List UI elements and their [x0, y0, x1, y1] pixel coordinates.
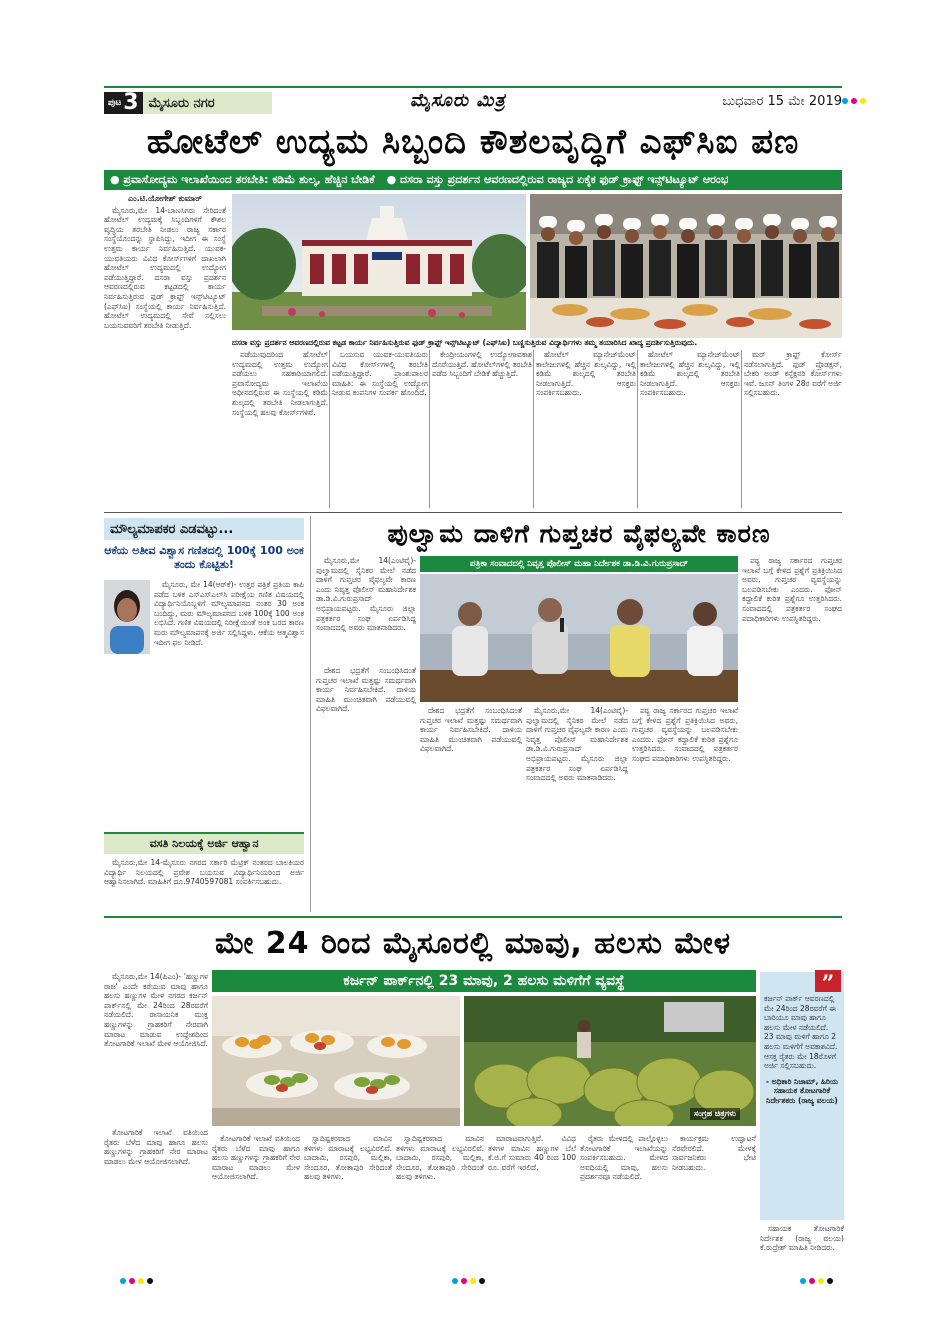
- student-column-lower: [104, 656, 150, 824]
- mango-headline: ಮೇ 24 ರಿಂದ ಮೈಸೂರಲ್ಲಿ ಮಾವು, ಹಲಸು ಮೇಳ: [214, 925, 732, 961]
- column-divider: [741, 350, 742, 508]
- pulwama-column-3: [742, 556, 842, 818]
- lead-column-6: [640, 350, 740, 508]
- mango-column-2: [212, 1134, 300, 1276]
- sidebox-text: ಕರ್ಜನ್ ಪಾರ್ಕ್ ಆವರಣದಲ್ಲಿ ಮೇ 24ರಿಂದ 28ರವರೆಗೆ ಈ ಬಾರಿಯೂ ಮಾವು ಹಾಗೂ ಹಲಸು ಮೇಳ ನಡೆಯಲಿದೆ. 23 ಮಾವು ಮಳಿಗೆ ಹಾಗೂ 2 ಹಲಸು ಮಳಿಗೆಗೆ ಅವಕಾಶವಿದೆ. ಆಸಕ್ತ ರೈತರು ಮೇ 18ರೊಳಗೆ ಅರ್ಜಿ ಸಲ್ಲಿಸಬಹುದು.: [764, 994, 838, 1071]
- lead-col2-text: ಪಡೆಯುವುದರಿಂದ ಹೋಟೆಲ್ ಉದ್ಯಮದಲ್ಲಿ ಉತ್ತಮ ಉದ್ಯೋಗ ಪಡೆಯಲು ಸಹಕಾರಿಯಾಗಲಿದೆ. ಪ್ರವಾಸೋದ್ಯಮ ಇಲಾಖೆಯ ಅಧೀನದಲ್ಲಿರುವ ಈ ಸಂಸ್ಥೆಯಲ್ಲಿ ಕಡಿಮೆ ಶುಲ್ಕದಲ್ಲಿ ತರಬೇತಿ ನೀಡಲಾಗುತ್ತಿದೆ. ಸಂಸ್ಥೆಯಲ್ಲಿ ಹಲವು ಕೋರ್ಸ್‌ಗಳಿವೆ.: [232, 350, 328, 417]
- mango-column-3: [304, 1134, 392, 1276]
- building-photo-image: [232, 194, 526, 330]
- lead-strap-1: ● ಪ್ರವಾಸೋದ್ಯಮ ಇಲಾಖೆಯಿಂದ ತರಬೇತಿ: ಕಡಿಮೆ ಶುಲ್ಕ, ಹೆಚ್ಚಿನ ಬೇಡಿಕೆ: [110, 173, 375, 186]
- pulwama-col1b-text: ದೇಶದ ಭದ್ರತೆಗೆ ಸಂಬಂಧಿಸಿದಂತೆ ಗುಪ್ತಚರ ಇಲಾಖೆ ಮತ್ತಷ್ಟು ಸಮರ್ಥವಾಗಿ ಕಾರ್ಯ ನಿರ್ವಹಿಸಬೇಕಿದೆ. ದಾಳಿಯ ಮಾಹಿತಿ ಮುಂಚಿತವಾಗಿ ಪಡೆಯುವಲ್ಲಿ ವಿಫಲವಾಗಿದೆ.: [316, 666, 416, 714]
- pulwama-col3-text: ಪಠ್ಯ ರಾಜ್ಯ ಸರ್ಕಾರದ ಗುಪ್ತಚರ ಇಲಾಖೆ ಬಗ್ಗೆ ಕೇಳಿದ ಪ್ರಶ್ನೆಗೆ ಪ್ರತಿಕ್ರಿಯಿಸಿದ ಅವರು, ಗುಪ್ತಚರ ವ್ಯವಸ್ಥೆಯನ್ನು ಬಲಪಡಿಸಬೇಕು ಎಂದರು. ಫೋನ್ ಕದ್ದಾಲಿಕೆ ಕುರಿತ ಪ್ರಶ್ನೆಗೂ ಉತ್ತರಿಸಿದರು. ಸಂವಾದದಲ್ಲಿ ಪತ್ರಕರ್ತರ ಸಂಘದ ಪದಾಧಿಕಾರಿಗಳು ಉಪಸ್ಥಿತರಿದ್ದರು.: [742, 556, 842, 623]
- jackfruit-photo: [464, 996, 756, 1126]
- pulwama-subhead: ಪತ್ರಿಕಾ ಸಂವಾದದಲ್ಲಿ ನಿವೃತ್ತ ಪೊಲೀಸ್ ಮಹಾ ನಿರ್ದೇಶಕ ಡಾ.ಡಿ.ವಿ.ಗುರುಪ್ರಸಾದ್: [420, 556, 738, 572]
- column-divider: [429, 350, 430, 508]
- pulwama-column-1b: [316, 666, 416, 818]
- column-divider: [533, 350, 534, 508]
- column-divider: [310, 516, 311, 912]
- quote-icon: ”: [815, 970, 841, 992]
- section-divider: [104, 512, 842, 513]
- mango-column-1b: [104, 1128, 208, 1276]
- mango-column-7: [672, 1134, 756, 1276]
- lead-column-1: [104, 194, 226, 508]
- student-column: [154, 580, 304, 824]
- page-label: ಪುಟ: [108, 98, 122, 108]
- student-text: ಮೈಸೂರು, ಮೇ 14(ಆರ್‌ಕೆ)- ಉತ್ತರ ಪತ್ರಿಕೆ ಪ್ರತಿಯ ಕಾಪಿ ಪಡೆದ ಬಳಿಕ ಎಸ್‌ಎಸ್‌ಎಲ್‌ಸಿ ಪರೀಕ್ಷೆಯ ಗಣಿತ ವಿಷಯದಲ್ಲಿ ವಿದ್ಯಾರ್ಥಿನಿಯೊಬ್ಬಳಿಗೆ ಮೌಲ್ಯಮಾಪನದ ನಂತರ 30 ಅಂಕ ಬಂದಿದ್ದು, ಮರು ಮೌಲ್ಯಮಾಪನದ ಬಳಿಕ 100ಕ್ಕೆ 100 ಅಂಕ ಲಭಿಸಿದೆ. ಗಣಿತ ವಿಷಯದಲ್ಲಿ ನಿರೀಕ್ಷೆಯಂತೆ ಅಂಕ ಬರದ ಕಾರಣ ಮರು ಮೌಲ್ಯಮಾಪನಕ್ಕೆ ಅರ್ಜಿ ಸಲ್ಲಿಸಿದ್ದಳು. ಆಕೆಯ ಆತ್ಮವಿಶ್ವಾಸ ಇದೀಗ ಫಲ ನೀಡಿದೆ.: [154, 580, 304, 647]
- mango-col5-text: ಮಾರಾಟವಾಗುತ್ತಿವೆ. ವಿವಿಧ ತಳಿಗಳ ಮಾವಿನ ಹಣ್ಣುಗಳ ಬೆಲೆ ಕೆ.ಜಿ.ಗೆ ಸುಮಾರು 40 ರಿಂದ 100 ರೂ. ವರೆಗೆ ಇರಲಿದೆ.: [488, 1134, 576, 1172]
- building-photo: [232, 194, 526, 330]
- press-meet-photo: [420, 574, 738, 702]
- masthead-logo: ಮೈಸೂರು ಮಿತ್ರ: [410, 90, 506, 111]
- lead-headline: ಹೋಟೆಲ್ ಉದ್ಯಮ ಸಿಬ್ಬಂದಿ ಕೌಶಲವೃದ್ಧಿಗೆ ಎಫ್‌ಸಿಐ ಪಣ: [146, 122, 800, 162]
- press-meet-photo-image: [420, 574, 738, 702]
- lead-column-3: [332, 350, 428, 508]
- mango-col1b-text: ತೋಟಗಾರಿಕೆ ಇಲಾಖೆ ವತಿಯಿಂದ ರೈತರು ಬೆಳೆದ ಮಾವು ಹಾಗೂ ಹಲಸು ಹಣ್ಣುಗಳನ್ನು ಗ್ರಾಹಕರಿಗೆ ನೇರ ಮಾರಾಟ ಮಾಡಲು ಮೇಳ ಆಯೋಜಿಸಲಾಗಿದೆ.: [104, 1128, 208, 1166]
- page-number: 3: [123, 90, 139, 115]
- pulwama-headline: ಪುಲ್ವಾಮ ದಾಳಿಗೆ ಗುಪ್ತಚರ ವೈಫಲ್ಯವೇ ಕಾರಣ: [387, 519, 771, 548]
- pulwama-column-2a: [420, 706, 522, 818]
- mango-col8-text: ಸಹಾಯಕ ತೋಟಗಾರಿಕೆ ನಿರ್ದೇಶಕ (ರಾಜ್ಯ ವಲಯ) ಕೆ.ರುದ್ರೇಶ್ ಮಾಹಿತಿ ನೀಡಿದರು.: [760, 1224, 844, 1253]
- mango-col1-text: ಮೈಸೂರು,ಮೇ 14(ಪಿಎಂ)- 'ಹಣ್ಣುಗಳ ರಾಜ' ಎಂದೇ ಕರೆಯುವ ಮಾವು ಹಾಗೂ ಹಲಸು ಹಣ್ಣುಗಳ ಮೇಳ ನಗರದ ಕರ್ಜನ್ ಪಾರ್ಕ್‌ನಲ್ಲಿ ಮೇ 24ರಿಂದ 28ರವರೆಗೆ ನಡೆಯಲಿದೆ. ರಾಸಾಯನಿಕ ಮುಕ್ತ ಹಣ್ಣುಗಳನ್ನು ಗ್ರಾಹಕರಿಗೆ ನೇರವಾಗಿ ಮಾರಾಟ ಮಾಡುವ ಉದ್ದೇಶದಿಂದ ತೋಟಗಾರಿಕೆ ಇಲಾಖೆ ಮೇಳ ಆಯೋಜಿಸಿದೆ.: [104, 972, 208, 1049]
- pulwama-column-1: [316, 556, 416, 664]
- print-registration-marks: [120, 1278, 153, 1284]
- page-tag: [104, 92, 272, 114]
- jackfruit-photo-image: [464, 996, 756, 1126]
- pulwama-column-2b: [526, 706, 628, 818]
- pulwama-col2b-text: ಮೈಸೂರು,ಮೇ 14(ಎಂಟಿವೈ)- ಪುಲ್ವಾಮದಲ್ಲಿ ಸೈನಿಕರ ಮೇಲೆ ನಡೆದ ದಾಳಿಗೆ ಗುಪ್ತಚರ ವೈಫಲ್ಯವೇ ಕಾರಣ ಎಂದು ನಿವೃತ್ತ ಪೊಲೀಸ್ ಮಹಾನಿರ್ದೇಶಕ ಡಾ.ಡಿ.ವಿ.ಗುರುಪ್ರಸಾದ್ ಅಭಿಪ್ರಾಯಪಟ್ಟರು. ಮೈಸೂರು ಜಿಲ್ಲಾ ಪತ್ರಕರ್ತರ ಸಂಘ ಏರ್ಪಡಿಸಿದ್ದ ಸಂವಾದದಲ್ಲಿ ಅವರು ಮಾತನಾಡಿದರು.: [526, 706, 628, 783]
- lead-col1-text: ಮೈಸೂರು,ಮೇ 14-ಬಾಣಸಿಗರು ಸೇರಿದಂತೆ ಹೋಟೆಲ್ ಉದ್ಯಮಕ್ಕೆ ಸಿಬ್ಬಂದಿಗಳಿಗೆ ಕೌಶಲ ವೃದ್ಧಿಯ ತರಬೇತಿ ನೀಡಲು ರಾಜ್ಯ ಸರ್ಕಾರ ಸಂಸ್ಥೆಯೊಂದನ್ನು ಸ್ಥಾಪಿಸಿದ್ದು, ಇದೀಗ ಈ ಸಂಸ್ಥೆ ಉತ್ತಮ ಕಾರ್ಯ ನಿರ್ವಹಿಸುತ್ತಿದೆ. ಯುವಕ-ಯುವತಿಯರು ವಿವಿಧ ಕೋರ್ಸ್‌ಗಳಿಗೆ ದಾಖಲಾಗಿ ಹೋಟೆಲ್ ಉದ್ಯಮದಲ್ಲಿ ಉದ್ಯೋಗ ಪಡೆಯುತ್ತಿದ್ದಾರೆ. ದಸರಾ ವಸ್ತು ಪ್ರದರ್ಶನ ಆವರಣದಲ್ಲಿರುವ ಕಟ್ಟಡದಲ್ಲಿ ಕಾರ್ಯ ನಿರ್ವಹಿಸುತ್ತಿರುವ ಫುಡ್ ಕ್ರಾಫ್ಟ್ ಇನ್ಸ್‌ಟಿಟ್ಯೂಟ್ (ಎಫ್‌ಸಿಐ) ಸಂಸ್ಥೆಯಲ್ಲಿ ಕಾರ್ಯ ನಿರ್ವಹಿಸುತ್ತಿದೆ. ಹೋಟೆಲ್ ಉದ್ಯಮದಲ್ಲಿ ಸೇವೆ ಸಲ್ಲಿಸಲು ಬಯಸುವವರಿಗೆ ತರಬೇತಿ ನೀಡುತ್ತಿದೆ.: [104, 205, 226, 330]
- column-divider: [637, 350, 638, 508]
- chefs-photo-image: [530, 194, 842, 338]
- print-registration-marks: [800, 1278, 833, 1284]
- mango-photo: [212, 996, 460, 1126]
- mango-column-8: [760, 1224, 844, 1276]
- lead-photo-caption: ದಸರಾ ವಸ್ತು ಪ್ರದರ್ಶನ ಆವರಣದಲ್ಲಿರುವ ಕಟ್ಟಡ ಕಾರ್ಯ ನಿರ್ವಹಿಸುತ್ತಿರುವ ಫುಡ್ ಕ್ರಾಫ್ಟ್ ಇನ್ಸ್‌ಟಿಟ್ಯೂಟ್ (ಎಫ್‌ಸಿಐ) ಬಣ್ಣಿಸುತ್ತಿರುವ ವಿದ್ಯಾರ್ಥಿಗಳು ತಮ್ಮ ತಯಾರಿಸಿದ ಖಾದ್ಯ ಪ್ರದರ್ಶಿಸುತ್ತಿರುವುದು.: [232, 338, 698, 347]
- hostel-headline: ವಸತಿ ನಿಲಯಕ್ಕೆ ಅರ್ಜಿ ಆಹ್ವಾನ: [104, 832, 304, 854]
- page-number-badge: [104, 92, 143, 114]
- mango-column-4: [396, 1134, 484, 1276]
- lead-col4-text: ಕೇಂದ್ರೀಯಂಗಳಲ್ಲಿ ಉದ್ಯೋಗಾವಕಾಶ ದೊರೆಯುತ್ತಿದೆ. ಹೋಟೆಲ್‌ಗಳಲ್ಲಿ ತರಬೇತಿ ಪಡೆದ ಸಿಬ್ಬಂದಿಗೆ ಬೇಡಿಕೆ ಹೆಚ್ಚುತ್ತಿದೆ.: [432, 350, 532, 379]
- lead-col7-text: ಮರ್ ಕ್ರಾಫ್ಟ್ ಕೋರ್ಸ್ ನಡೆಸಲಾಗುತ್ತಿದೆ. ಫುಡ್ ಪ್ರೊಡಕ್ಷನ್, ಬೇಕರಿ ಅಂಡ್ ಕನ್ಫೆಕ್ಷನರಿ ಕೋರ್ಸ್‌ಗಳು ಇವೆ. ಜೂನ್ ತಿಂಗಳ 28ರ ವರೆಗೆ ಅರ್ಜಿ ಸಲ್ಲಿಸಬಹುದು.: [744, 350, 842, 398]
- mango-subhead: ಕರ್ಜನ್ ಪಾರ್ಕ್‌ನಲ್ಲಿ 23 ಮಾವು, 2 ಹಲಸು ಮಳಿಗೆಗೆ ವ್ಯವಸ್ಥೆ: [212, 970, 756, 992]
- print-registration-marks: [842, 98, 866, 104]
- student-subhead: ಆಕೆಯ ಅತೀವ ವಿಶ್ವಾಸ ಗಣಿತದಲ್ಲಿ 100ಕ್ಕೆ 100 ಅಂಕ ತಂದು ಕೊಟ್ಟಿತು!: [104, 544, 304, 571]
- mango-col4-text: ಸ್ವಾದಿಷ್ಟಕರವಾದ ಮಾವಿನ ತಳಿಗಳು ಮಾರಾಟಕ್ಕೆ ಲಭ್ಯವಿರಲಿವೆ. ಬಾದಾಮಿ, ರಸಪುರಿ, ಮಲ್ಲಿಕಾ, ಸೇಂದೂರ, ತೋತಾಪುರಿ ಸೇರಿದಂತೆ ಹಲವು ತಳಿಗಳು.: [396, 1134, 484, 1182]
- chefs-photo: [530, 194, 842, 338]
- print-registration-marks: [452, 1278, 485, 1284]
- mango-column-6: [580, 1134, 668, 1276]
- pulwama-col2a-text: ದೇಶದ ಭದ್ರತೆಗೆ ಸಂಬಂಧಿಸಿದಂತೆ ಗುಪ್ತಚರ ಇಲಾಖೆ ಮತ್ತಷ್ಟು ಸಮರ್ಥವಾಗಿ ಕಾರ್ಯ ನಿರ್ವಹಿಸಬೇಕಿದೆ. ದಾಳಿಯ ಮಾಹಿತಿ ಮುಂಚಿತವಾಗಿ ಪಡೆಯುವಲ್ಲಿ ವಿಫಲವಾಗಿದೆ.: [420, 706, 522, 754]
- lead-column-5: [536, 350, 636, 508]
- section-title: ಮೈಸೂರು ನಗರ: [148, 95, 215, 111]
- mango-photo-image: [212, 996, 460, 1126]
- lead-column-7: [744, 350, 842, 508]
- student-portrait: [104, 580, 150, 654]
- hostel-column: [104, 858, 304, 912]
- lead-byline: ಎಂ.ಟಿ.ಯೋಗೇಶ್ ಕುಮಾರ್: [128, 194, 202, 203]
- header-rule: [104, 86, 842, 88]
- mango-col3-text: ಸ್ವಾದಿಷ್ಟಕರವಾದ ಮಾವಿನ ತಳಿಗಳು ಮಾರಾಟಕ್ಕೆ ಲಭ್ಯವಿರಲಿವೆ. ಬಾದಾಮಿ, ರಸಪುರಿ, ಮಲ್ಲಿಕಾ, ಸೇಂದೂರ, ತೋತಾಪುರಿ ಸೇರಿದಂತೆ ಹಲವು ತಳಿಗಳು.: [304, 1134, 392, 1182]
- sidebox-attribution: - ಅಧಿಕಾರಿ ನಿಜಾಮ್, ಹಿರಿಯ ಸಹಾಯಕ ತೋಟಗಾರಿಕೆ ನಿರ್ದೇಶಕರು (ರಾಜ್ಯ ವಲಯ): [765, 1076, 839, 1105]
- mango-sidebox: [760, 972, 844, 1220]
- lead-col5-text: ಹೋಟೆಲ್ ಮ್ಯಾನೇಜ್‌ಮೆಂಟ್ ಕಾಲೇಜುಗಳಲ್ಲಿ ಹೆಚ್ಚಿನ ಶುಲ್ಕವಿದ್ದು, ಇಲ್ಲಿ ಕಡಿಮೆ ಶುಲ್ಕದಲ್ಲಿ ತರಬೇತಿ ನೀಡಲಾಗುತ್ತಿದೆ. ಆಸಕ್ತರು ಸಂಪರ್ಕಿಸಬಹುದು.: [536, 350, 636, 398]
- lead-col6a-text: ಹೋಟೆಲ್ ಮ್ಯಾನೇಜ್‌ಮೆಂಟ್ ಕಾಲೇಜುಗಳಲ್ಲಿ ಹೆಚ್ಚಿನ ಶುಲ್ಕವಿದ್ದು, ಇಲ್ಲಿ ಕಡಿಮೆ ಶುಲ್ಕದಲ್ಲಿ ತರಬೇತಿ ನೀಡಲಾಗುತ್ತಿದೆ. ಆಸಕ್ತರು ಸಂಪರ್ಕಿಸಬಹುದು.: [640, 350, 740, 398]
- student-portrait-image: [104, 580, 150, 654]
- mango-col2-text: ತೋಟಗಾರಿಕೆ ಇಲಾಖೆ ವತಿಯಿಂದ ರೈತರು ಬೆಳೆದ ಮಾವು ಹಾಗೂ ಹಲಸು ಹಣ್ಣುಗಳನ್ನು ಗ್ರಾಹಕರಿಗೆ ನೇರ ಮಾರಾಟ ಮಾಡಲು ಮೇಳ ಆಯೋಜಿಸಲಾಗಿದೆ.: [212, 1134, 300, 1182]
- column-divider: [329, 350, 330, 508]
- photo-credit: ಸಂಗ್ರಹ ಚಿತ್ರಗಳು: [690, 1108, 740, 1120]
- lead-col3-text: ಬಯಸುವ ಯುವಕ-ಯುವತಿಯರು ವಿವಿಧ ಕೋರ್ಸ್‌ಗಳಲ್ಲಿ ತರಬೇತಿ ಪಡೆಯುತ್ತಿದ್ದಾರೆ. ಪ್ರಾಂಶುಪಾಲರ ಮಾಹಿತಿ: ಈ ಸಂಸ್ಥೆಯಲ್ಲಿ ಉದ್ಯೋಗ ನೀಡುವ ಕಂಪನಿಗಳ ಸಂಪರ್ಕ ಹೊಂದಿದೆ.: [332, 350, 428, 398]
- pulwama-column-2c: [632, 706, 738, 818]
- mango-col7-text: ಕಾರ್ಯಕ್ರಮ ಉದ್ಘಾಟನೆ ನೆರವೇರಲಿದೆ. ಮೇಳಕ್ಕೆ ಸಾರ್ವಜನಿಕರು ಭೇಟಿ ನೀಡಬಹುದು.: [672, 1134, 756, 1172]
- mango-column-5: [488, 1134, 576, 1276]
- pulwama-col1-text: ಮೈಸೂರು,ಮೇ 14(ಎಂಟಿವೈ)- ಪುಲ್ವಾಮದಲ್ಲಿ ಸೈನಿಕರ ಮೇಲೆ ನಡೆದ ದಾಳಿಗೆ ಗುಪ್ತಚರ ವೈಫಲ್ಯವೇ ಕಾರಣ ಎಂದು ನಿವೃತ್ತ ಪೊಲೀಸ್ ಮಹಾನಿರ್ದೇಶಕ ಡಾ.ಡಿ.ವಿ.ಗುರುಪ್ರಸಾದ್ ಅಭಿಪ್ರಾಯಪಟ್ಟರು. ಮೈಸೂರು ಜಿಲ್ಲಾ ಪತ್ರಕರ್ತರ ಸಂಘ ಏರ್ಪಡಿಸಿದ್ದ ಸಂವಾದದಲ್ಲಿ ಅವರು ಮಾತನಾಡಿದರು.: [316, 556, 416, 633]
- lead-strap-2: ● ದಸರಾ ವಸ್ತು ಪ್ರದರ್ಶನ ಆವರಣದಲ್ಲಿರುವ ರಾಜ್ಯದ ಏಕೈಕ ಫುಡ್ ಕ್ರಾಫ್ಟ್ ಇನ್ಸ್‌ಟಿಟ್ಯೂಟ್ ಆರಂಭ: [386, 173, 729, 186]
- lead-column-2: [232, 350, 328, 508]
- lead-column-4: [432, 350, 532, 508]
- lead-strap: [104, 170, 842, 190]
- mango-column-1: [104, 972, 208, 1124]
- student-kicker: ಮೌಲ್ಯಮಾಪಕರ ಎಡವಟ್ಟು...: [104, 518, 304, 540]
- section-divider: [104, 916, 842, 918]
- issue-date: ಬುಧವಾರ 15 ಮೇ 2019: [722, 94, 842, 109]
- pulwama-col2c-text: ಪಠ್ಯ ರಾಜ್ಯ ಸರ್ಕಾರದ ಗುಪ್ತಚರ ಇಲಾಖೆ ಬಗ್ಗೆ ಕೇಳಿದ ಪ್ರಶ್ನೆಗೆ ಪ್ರತಿಕ್ರಿಯಿಸಿದ ಅವರು, ಗುಪ್ತಚರ ವ್ಯವಸ್ಥೆಯನ್ನು ಬಲಪಡಿಸಬೇಕು ಎಂದರು. ಫೋನ್ ಕದ್ದಾಲಿಕೆ ಕುರಿತ ಪ್ರಶ್ನೆಗೂ ಉತ್ತರಿಸಿದರು. ಸಂವಾದದಲ್ಲಿ ಪತ್ರಕರ್ತರ ಸಂಘದ ಪದಾಧಿಕಾರಿಗಳು ಉಪಸ್ಥಿತರಿದ್ದರು.: [632, 706, 738, 763]
- hostel-text: ಮೈಸೂರು,ಮೇ 14-ಮೈಸೂರು ನಗರದ ಸರ್ಕಾರಿ ಮೆಟ್ರಿಕ್ ನಂತರದ ಬಾಲಕಿಯರ ವಿದ್ಯಾರ್ಥಿ ನಿಲಯದಲ್ಲಿ ಪ್ರವೇಶ ಬಯಸುವ ವಿದ್ಯಾರ್ಥಿನಿಯರಿಂದ ಅರ್ಜಿ ಆಹ್ವಾನಿಸಲಾಗಿದೆ. ಮಾಹಿತಿಗೆ ದೂ.9740597081 ಸಂಪರ್ಕಿಸಬಹುದು.: [104, 858, 304, 887]
- mango-col6-text: ರೈತರು ಮೇಳದಲ್ಲಿ ಪಾಲ್ಗೊಳ್ಳಲು ತೋಟಗಾರಿಕೆ ಇಲಾಖೆಯನ್ನು ಸಂಪರ್ಕಿಸಬಹುದು. ಮೇಳದ ಅವಧಿಯಲ್ಲಿ ಮಾವು, ಹಲಸು ಪ್ರದರ್ಶನವೂ ನಡೆಯಲಿದೆ.: [580, 1134, 668, 1182]
